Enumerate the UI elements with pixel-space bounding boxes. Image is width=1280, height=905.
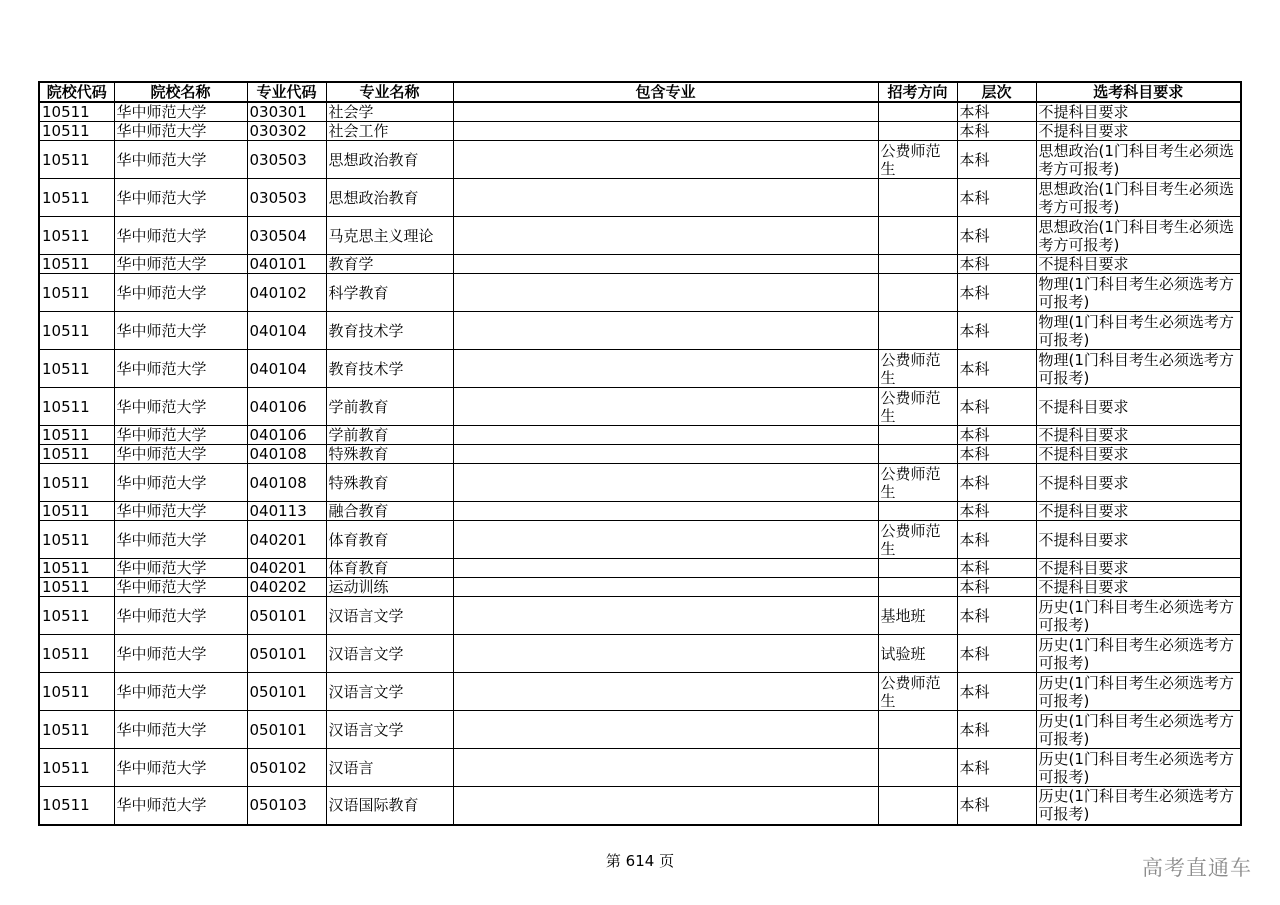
- cell-included-majors: [453, 141, 878, 179]
- cell-direction: [878, 255, 957, 274]
- table-row: [39, 597, 1241, 635]
- cell-direction: [878, 445, 957, 464]
- cell-school-code: 10511: [39, 274, 114, 312]
- cell-school-name: 华中师范大学: [114, 749, 247, 787]
- table-row: [39, 787, 1241, 825]
- cell-major-code: 050101: [247, 635, 326, 673]
- cell-major-name: 汉语国际教育: [326, 787, 453, 825]
- header-included-majors: 包含专业: [453, 82, 878, 102]
- cell-included-majors: [453, 464, 878, 502]
- cell-major-code: 050102: [247, 749, 326, 787]
- cell-included-majors: [453, 711, 878, 749]
- table-row: [39, 521, 1241, 559]
- table-row: [39, 217, 1241, 255]
- cell-included-majors: [453, 122, 878, 141]
- cell-school-code: 10511: [39, 578, 114, 597]
- table-row: [39, 673, 1241, 711]
- cell-level: 本科: [957, 102, 1036, 122]
- cell-school-code: 10511: [39, 217, 114, 255]
- cell-subject-requirement: 历史(1门科目考生必须选考方可报考): [1036, 635, 1241, 673]
- cell-school-code: 10511: [39, 502, 114, 521]
- header-direction: 招考方向: [878, 82, 957, 102]
- cell-included-majors: [453, 426, 878, 445]
- cell-school-code: 10511: [39, 597, 114, 635]
- cell-included-majors: [453, 312, 878, 350]
- cell-level: 本科: [957, 179, 1036, 217]
- cell-school-code: 10511: [39, 787, 114, 825]
- cell-included-majors: [453, 635, 878, 673]
- cell-direction: [878, 787, 957, 825]
- cell-major-code: 050101: [247, 711, 326, 749]
- cell-subject-requirement: 不提科目要求: [1036, 464, 1241, 502]
- cell-major-name: 社会学: [326, 102, 453, 122]
- cell-major-name: 教育技术学: [326, 312, 453, 350]
- cell-school-code: 10511: [39, 179, 114, 217]
- cell-school-code: 10511: [39, 749, 114, 787]
- cell-included-majors: [453, 521, 878, 559]
- cell-major-name: 学前教育: [326, 388, 453, 426]
- admissions-table: [38, 81, 1242, 826]
- cell-included-majors: [453, 388, 878, 426]
- cell-major-name: 学前教育: [326, 426, 453, 445]
- cell-major-name: 汉语言文学: [326, 597, 453, 635]
- cell-included-majors: [453, 787, 878, 825]
- cell-major-code: 040106: [247, 426, 326, 445]
- table-row: [39, 312, 1241, 350]
- cell-major-name: 科学教育: [326, 274, 453, 312]
- header-major-name: 专业名称: [326, 82, 453, 102]
- cell-direction: 公费师范生: [878, 141, 957, 179]
- cell-major-code: 030503: [247, 179, 326, 217]
- cell-direction: [878, 274, 957, 312]
- cell-school-code: 10511: [39, 388, 114, 426]
- cell-school-name: 华中师范大学: [114, 711, 247, 749]
- table-body: [39, 102, 1241, 825]
- cell-subject-requirement: 历史(1门科目考生必须选考方可报考): [1036, 597, 1241, 635]
- table-row: [39, 179, 1241, 217]
- cell-major-name: 汉语言: [326, 749, 453, 787]
- cell-school-name: 华中师范大学: [114, 635, 247, 673]
- cell-major-code: 040202: [247, 578, 326, 597]
- cell-major-code: 040101: [247, 255, 326, 274]
- cell-direction: [878, 711, 957, 749]
- cell-level: 本科: [957, 749, 1036, 787]
- table-row: [39, 388, 1241, 426]
- cell-major-code: 050101: [247, 597, 326, 635]
- cell-level: 本科: [957, 502, 1036, 521]
- cell-direction: [878, 312, 957, 350]
- cell-level: 本科: [957, 635, 1036, 673]
- cell-major-code: 040106: [247, 388, 326, 426]
- cell-included-majors: [453, 445, 878, 464]
- cell-level: 本科: [957, 350, 1036, 388]
- cell-school-name: 华中师范大学: [114, 426, 247, 445]
- cell-major-code: 040108: [247, 445, 326, 464]
- cell-major-name: 汉语言文学: [326, 673, 453, 711]
- cell-school-name: 华中师范大学: [114, 122, 247, 141]
- cell-school-name: 华中师范大学: [114, 102, 247, 122]
- table-row: [39, 141, 1241, 179]
- table-row: [39, 274, 1241, 312]
- cell-school-name: 华中师范大学: [114, 312, 247, 350]
- cell-school-code: 10511: [39, 673, 114, 711]
- cell-direction: 公费师范生: [878, 350, 957, 388]
- table-header-row: [39, 82, 1241, 102]
- cell-major-name: 马克思主义理论: [326, 217, 453, 255]
- cell-level: 本科: [957, 274, 1036, 312]
- table-row: [39, 122, 1241, 141]
- cell-subject-requirement: 物理(1门科目考生必须选考方可报考): [1036, 350, 1241, 388]
- cell-school-code: 10511: [39, 635, 114, 673]
- table-row: [39, 749, 1241, 787]
- cell-school-name: 华中师范大学: [114, 578, 247, 597]
- cell-school-name: 华中师范大学: [114, 179, 247, 217]
- cell-major-code: 040104: [247, 312, 326, 350]
- cell-subject-requirement: 不提科目要求: [1036, 559, 1241, 578]
- cell-major-code: 040102: [247, 274, 326, 312]
- cell-level: 本科: [957, 711, 1036, 749]
- cell-direction: [878, 559, 957, 578]
- cell-major-name: 思想政治教育: [326, 179, 453, 217]
- header-school-code: 院校代码: [39, 82, 114, 102]
- cell-level: 本科: [957, 122, 1036, 141]
- cell-subject-requirement: 历史(1门科目考生必须选考方可报考): [1036, 711, 1241, 749]
- cell-school-name: 华中师范大学: [114, 597, 247, 635]
- cell-included-majors: [453, 597, 878, 635]
- table-row: [39, 502, 1241, 521]
- cell-major-code: 030503: [247, 141, 326, 179]
- cell-subject-requirement: 不提科目要求: [1036, 578, 1241, 597]
- cell-included-majors: [453, 179, 878, 217]
- cell-level: 本科: [957, 312, 1036, 350]
- cell-direction: 公费师范生: [878, 521, 957, 559]
- cell-direction: [878, 426, 957, 445]
- cell-major-name: 体育教育: [326, 521, 453, 559]
- cell-level: 本科: [957, 521, 1036, 559]
- cell-major-name: 教育学: [326, 255, 453, 274]
- header-subject-requirement: 选考科目要求: [1036, 82, 1241, 102]
- cell-subject-requirement: 物理(1门科目考生必须选考方可报考): [1036, 312, 1241, 350]
- cell-school-name: 华中师范大学: [114, 445, 247, 464]
- table-row: [39, 464, 1241, 502]
- cell-major-code: 040108: [247, 464, 326, 502]
- table-row: [39, 445, 1241, 464]
- cell-level: 本科: [957, 464, 1036, 502]
- cell-major-name: 运动训练: [326, 578, 453, 597]
- table-row: [39, 255, 1241, 274]
- cell-major-code: 030504: [247, 217, 326, 255]
- cell-direction: [878, 749, 957, 787]
- cell-subject-requirement: 思想政治(1门科目考生必须选考方可报考): [1036, 217, 1241, 255]
- cell-included-majors: [453, 559, 878, 578]
- cell-major-code: 050103: [247, 787, 326, 825]
- cell-school-name: 华中师范大学: [114, 559, 247, 578]
- cell-school-code: 10511: [39, 711, 114, 749]
- cell-included-majors: [453, 673, 878, 711]
- cell-included-majors: [453, 102, 878, 122]
- cell-included-majors: [453, 217, 878, 255]
- table-row: [39, 578, 1241, 597]
- cell-school-name: 华中师范大学: [114, 521, 247, 559]
- cell-direction: [878, 102, 957, 122]
- cell-included-majors: [453, 350, 878, 388]
- cell-subject-requirement: 物理(1门科目考生必须选考方可报考): [1036, 274, 1241, 312]
- cell-school-code: 10511: [39, 559, 114, 578]
- cell-major-code: 040201: [247, 559, 326, 578]
- cell-level: 本科: [957, 445, 1036, 464]
- cell-included-majors: [453, 578, 878, 597]
- cell-school-code: 10511: [39, 521, 114, 559]
- cell-school-name: 华中师范大学: [114, 255, 247, 274]
- table-row: [39, 559, 1241, 578]
- cell-included-majors: [453, 274, 878, 312]
- cell-school-name: 华中师范大学: [114, 787, 247, 825]
- header-major-code: 专业代码: [247, 82, 326, 102]
- cell-school-name: 华中师范大学: [114, 274, 247, 312]
- cell-subject-requirement: 不提科目要求: [1036, 426, 1241, 445]
- cell-level: 本科: [957, 578, 1036, 597]
- cell-school-name: 华中师范大学: [114, 350, 247, 388]
- cell-included-majors: [453, 255, 878, 274]
- cell-direction: [878, 578, 957, 597]
- cell-level: 本科: [957, 673, 1036, 711]
- cell-school-name: 华中师范大学: [114, 502, 247, 521]
- cell-school-code: 10511: [39, 141, 114, 179]
- cell-major-name: 融合教育: [326, 502, 453, 521]
- cell-major-name: 体育教育: [326, 559, 453, 578]
- cell-subject-requirement: 思想政治(1门科目考生必须选考方可报考): [1036, 141, 1241, 179]
- cell-school-name: 华中师范大学: [114, 464, 247, 502]
- cell-level: 本科: [957, 787, 1036, 825]
- cell-major-code: 030302: [247, 122, 326, 141]
- cell-subject-requirement: 不提科目要求: [1036, 255, 1241, 274]
- cell-school-code: 10511: [39, 426, 114, 445]
- cell-subject-requirement: 历史(1门科目考生必须选考方可报考): [1036, 787, 1241, 825]
- cell-level: 本科: [957, 426, 1036, 445]
- cell-subject-requirement: 历史(1门科目考生必须选考方可报考): [1036, 749, 1241, 787]
- cell-subject-requirement: 不提科目要求: [1036, 521, 1241, 559]
- header-level: 层次: [957, 82, 1036, 102]
- cell-school-code: 10511: [39, 255, 114, 274]
- cell-major-code: 050101: [247, 673, 326, 711]
- cell-major-code: 040201: [247, 521, 326, 559]
- cell-direction: 基地班: [878, 597, 957, 635]
- cell-direction: [878, 179, 957, 217]
- cell-direction: [878, 502, 957, 521]
- cell-major-name: 特殊教育: [326, 464, 453, 502]
- cell-level: 本科: [957, 141, 1036, 179]
- cell-major-name: 汉语言文学: [326, 635, 453, 673]
- watermark-logo-text: 高考直通车: [1142, 856, 1252, 880]
- cell-major-name: 思想政治教育: [326, 141, 453, 179]
- cell-direction: [878, 122, 957, 141]
- cell-subject-requirement: 不提科目要求: [1036, 102, 1241, 122]
- cell-level: 本科: [957, 255, 1036, 274]
- cell-subject-requirement: 不提科目要求: [1036, 122, 1241, 141]
- cell-subject-requirement: 不提科目要求: [1036, 388, 1241, 426]
- cell-level: 本科: [957, 388, 1036, 426]
- cell-major-code: 040104: [247, 350, 326, 388]
- table-row: [39, 711, 1241, 749]
- cell-level: 本科: [957, 597, 1036, 635]
- header-school-name: 院校名称: [114, 82, 247, 102]
- cell-school-name: 华中师范大学: [114, 388, 247, 426]
- cell-direction: 公费师范生: [878, 464, 957, 502]
- cell-school-name: 华中师范大学: [114, 217, 247, 255]
- cell-direction: [878, 217, 957, 255]
- cell-major-name: 特殊教育: [326, 445, 453, 464]
- cell-school-code: 10511: [39, 102, 114, 122]
- cell-subject-requirement: 不提科目要求: [1036, 445, 1241, 464]
- cell-major-name: 社会工作: [326, 122, 453, 141]
- cell-major-code: 030301: [247, 102, 326, 122]
- cell-major-name: 汉语言文学: [326, 711, 453, 749]
- table-row: [39, 350, 1241, 388]
- cell-direction: 试验班: [878, 635, 957, 673]
- cell-major-name: 教育技术学: [326, 350, 453, 388]
- cell-school-code: 10511: [39, 464, 114, 502]
- cell-direction: 公费师范生: [878, 673, 957, 711]
- cell-school-code: 10511: [39, 445, 114, 464]
- cell-level: 本科: [957, 559, 1036, 578]
- cell-subject-requirement: 思想政治(1门科目考生必须选考方可报考): [1036, 179, 1241, 217]
- cell-subject-requirement: 历史(1门科目考生必须选考方可报考): [1036, 673, 1241, 711]
- page-number: 第 614 页: [605, 852, 675, 870]
- table-row: [39, 102, 1241, 122]
- cell-school-name: 华中师范大学: [114, 141, 247, 179]
- cell-included-majors: [453, 502, 878, 521]
- cell-school-code: 10511: [39, 312, 114, 350]
- cell-level: 本科: [957, 217, 1036, 255]
- cell-included-majors: [453, 749, 878, 787]
- table-row: [39, 426, 1241, 445]
- cell-school-name: 华中师范大学: [114, 673, 247, 711]
- cell-school-code: 10511: [39, 122, 114, 141]
- cell-subject-requirement: 不提科目要求: [1036, 502, 1241, 521]
- cell-school-code: 10511: [39, 350, 114, 388]
- table-row: [39, 635, 1241, 673]
- cell-major-code: 040113: [247, 502, 326, 521]
- cell-direction: 公费师范生: [878, 388, 957, 426]
